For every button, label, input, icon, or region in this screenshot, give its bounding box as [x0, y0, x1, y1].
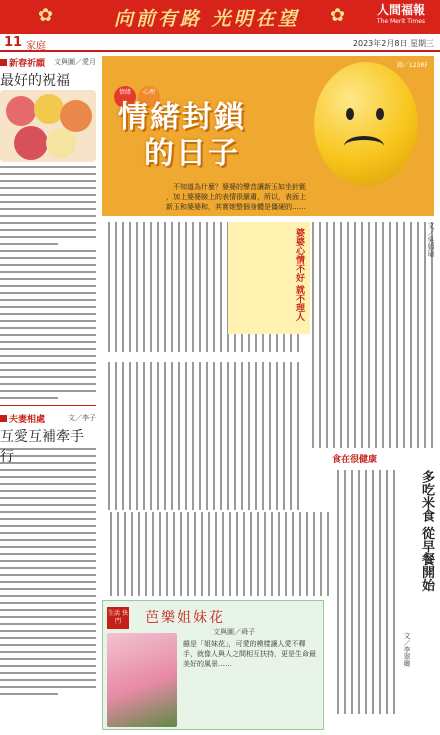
food-title[interactable]: 多吃米食 從早餐開始	[419, 470, 434, 592]
section-name: 家庭	[26, 41, 46, 52]
subhead-box	[228, 222, 310, 334]
main-byline: 文／吳娟瑜	[427, 222, 435, 257]
flower-feature-box	[102, 600, 324, 730]
badge-top: 情緒	[114, 86, 136, 108]
issue-date: 2023年2月8日 星期三	[352, 39, 434, 48]
column-divider	[0, 405, 96, 406]
article-body-1	[0, 166, 96, 399]
guava-flower-photo	[107, 633, 177, 727]
subhead-1: 婆婆心情不好 就不理人	[294, 228, 304, 322]
food-byline: 文／李翠卿	[403, 632, 411, 667]
brand-name-en: The Merit Times	[376, 18, 426, 25]
masthead-banner	[0, 0, 440, 34]
left-column	[0, 56, 96, 731]
hero-title[interactable]	[118, 100, 246, 172]
hero-deck: 不知道為什麼？婆婆的聲音讓新玉如坐針氈 ，加上婆婆臉上的表情很嚴肅，所以，表面上 新玉和婆婆和，其實她整個身體是僵硬的……	[166, 183, 306, 211]
photo-credit: 圖／123RF	[396, 62, 428, 69]
article-title-2[interactable]: 互愛互補牽手行	[0, 429, 84, 465]
greeting-cards-photo	[0, 90, 96, 162]
food-kicker: 食在很健康	[332, 455, 378, 465]
deco-ornament-left: ✿	[38, 5, 54, 26]
page-header-bar	[0, 34, 440, 52]
bottom-article-text-columns	[102, 512, 332, 600]
deco-ornament-right: ✿	[330, 5, 346, 26]
feature-tag: 生活 快門	[107, 607, 129, 629]
flower-caption: 雖是「姐妹花」，可愛的模樣讓人愛不釋手，就像人與人之間相互扶持，更是生命最美好的風景……	[183, 640, 316, 668]
food-article-text-columns	[332, 470, 398, 720]
right-article-text-columns	[306, 222, 436, 452]
kicker-new-year: 新春祈願	[0, 56, 96, 68]
sad-balloon-image	[314, 62, 418, 186]
article-body-2	[0, 448, 96, 695]
byline-1: 文與圖／愛月	[54, 58, 96, 66]
food-sidebar	[332, 452, 436, 732]
banner-slogan: 向前有路 光明在望	[114, 8, 300, 30]
badge-bottom: 心理	[138, 86, 160, 108]
byline-2: 文／李子	[68, 414, 96, 422]
flower-byline: 文與圖／舜子	[213, 628, 255, 636]
hero-title-line1: 情緒封鎖	[118, 100, 246, 135]
brand-name-cn: 人間福報	[376, 3, 425, 17]
hero-banner	[102, 56, 434, 216]
hero-title-line2: 的日子	[144, 136, 240, 171]
page-number: 11	[4, 35, 23, 50]
article-title-1[interactable]: 最好的祝福	[0, 73, 70, 89]
flower-title[interactable]: 芭樂姐妹花	[145, 610, 225, 626]
kicker-couple: 夫妻相處	[0, 412, 96, 424]
brand-logo[interactable]	[370, 3, 432, 29]
